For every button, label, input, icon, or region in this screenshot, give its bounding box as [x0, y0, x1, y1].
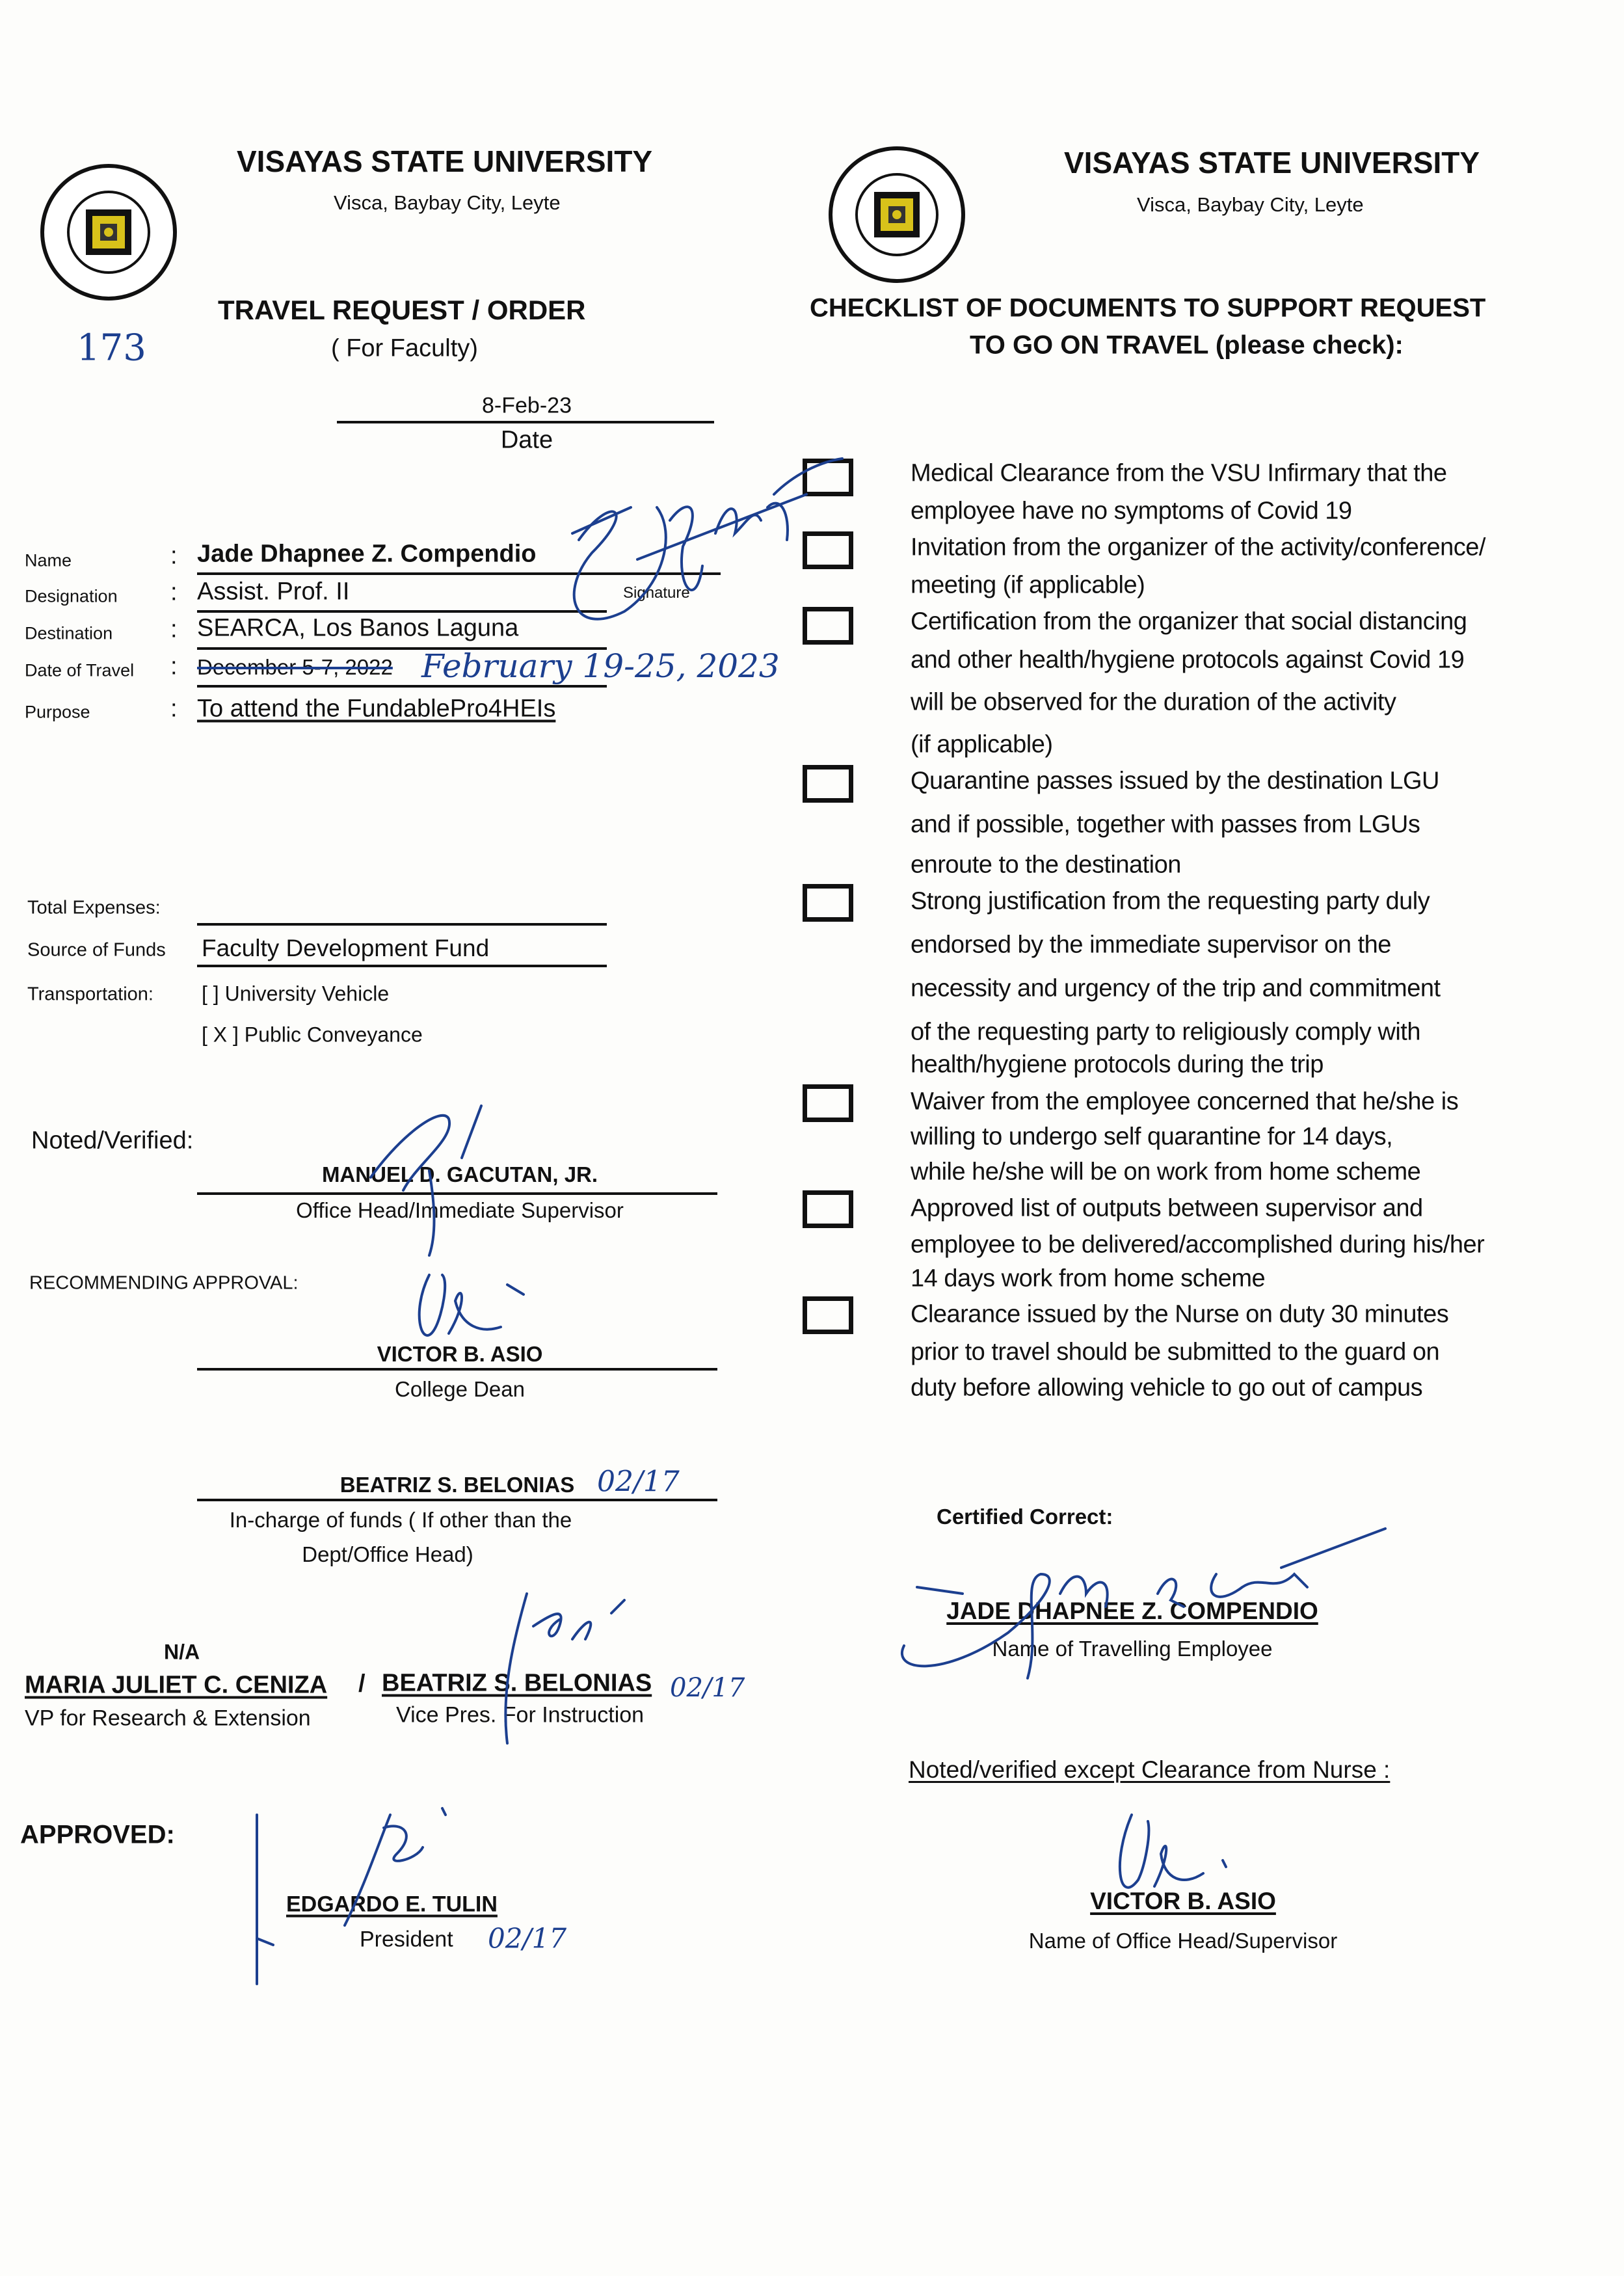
field-label: Purpose — [25, 702, 90, 722]
president-signature — [247, 1808, 481, 1977]
employee-signature — [878, 1516, 1385, 1711]
checklist-item-text: enroute to the destination — [911, 851, 1181, 879]
university-name: VISAYAS STATE UNIVERSITY — [237, 144, 653, 178]
university-address: Visca, Baybay City, Leyte — [334, 191, 561, 214]
noted-signature — [364, 1093, 494, 1255]
field-value: To attend the FundablePro4HEIs — [197, 695, 556, 723]
recommending-line — [197, 1368, 717, 1371]
checklist-item-text: employee to be delivered/accomplished during his/her — [911, 1231, 1485, 1259]
checklist-item-text: Quarantine passes issued by the destination LGU — [911, 767, 1440, 795]
field-label: Destination — [25, 623, 113, 643]
field-value: Jade Dhapnee Z. Compendio — [197, 540, 537, 568]
total-expenses-line — [197, 923, 607, 926]
noted-title: Office Head/Immediate Supervisor — [296, 1198, 624, 1222]
supervisor-signature — [1106, 1802, 1255, 1912]
recommending-title: College Dean — [395, 1377, 525, 1401]
checklist-item-text: Approved list of outputs between supervisor and — [911, 1194, 1423, 1222]
field-value: Assist. Prof. II — [197, 578, 350, 606]
form-title: TRAVEL REQUEST / ORDER — [218, 295, 586, 325]
checklist-item-text: 14 days work from home scheme — [911, 1265, 1266, 1292]
checklist-item-text: prior to travel should be submitted to the guard on — [911, 1338, 1440, 1366]
checklist-item-text: Medical Clearance from the VSU Infirmary that the — [911, 459, 1447, 487]
form-subtitle: ( For Faculty) — [331, 334, 478, 362]
checklist-item-text: of the requesting party to religiously comply with — [911, 1018, 1420, 1046]
field-value-struck: December 5-7, 2022 — [197, 655, 393, 679]
checklist-title-2: TO GO ON TRAVEL (please check): — [970, 330, 1404, 360]
funds-title-2: Dept/Office Head) — [302, 1542, 473, 1566]
certified-label: Certified Correct: — [937, 1505, 1113, 1529]
president-title: President — [360, 1927, 453, 1952]
checklist-item-text: while he/she will be on work from home scheme — [911, 1158, 1421, 1186]
checklist-checkbox[interactable] — [803, 1296, 853, 1334]
source-of-funds-label: Source of Funds — [27, 939, 166, 961]
vp-signature — [475, 1587, 670, 1750]
vp-research-title: VP for Research & Extension — [25, 1706, 311, 1731]
checklist-item-text: Waiver from the employee concerned that he/she is — [911, 1088, 1459, 1116]
recommending-signature — [410, 1262, 540, 1359]
total-expenses-label: Total Expenses: — [27, 897, 161, 918]
field-label: Designation — [25, 586, 118, 606]
vp-instruction-date-handwritten: 02/17 — [670, 1673, 745, 1703]
transportation-label: Transportation: — [27, 984, 153, 1005]
noted-name: MANUEL D. GACUTAN, JR. — [321, 1162, 598, 1186]
option-label: Public Conveyance — [244, 1023, 423, 1047]
checklist-title-1: CHECKLIST OF DOCUMENTS TO SUPPORT REQUEST — [810, 293, 1486, 323]
checklist-item-text: Certification from the organizer that social distancing — [911, 608, 1467, 636]
checklist-item-text: (if applicable) — [911, 730, 1053, 758]
option-label: University Vehicle — [224, 982, 390, 1006]
funds-name: BEATRIZ S. BELONIAS — [339, 1473, 575, 1497]
checklist-checkbox[interactable] — [803, 607, 853, 645]
checklist-item-text: will be observed for the duration of the activity — [911, 688, 1396, 716]
handwritten-date-correction: February 19-25, 2023 — [421, 647, 780, 685]
university-name-right: VISAYAS STATE UNIVERSITY — [1064, 146, 1480, 180]
checklist-checkbox[interactable] — [803, 531, 853, 569]
vp-instruction-title: Vice Pres. For Instruction — [396, 1702, 645, 1728]
control-number: 173 — [77, 327, 146, 369]
checklist-item-text: endorsed by the immediate supervisor on the — [911, 931, 1391, 959]
field-label: Date of Travel — [25, 660, 135, 680]
checklist-item-text: willing to undergo self quarantine for 14 days, — [911, 1123, 1393, 1151]
field-label: Name — [25, 550, 72, 570]
checklist-checkbox[interactable] — [803, 1190, 853, 1228]
employee-title: Name of Travelling Employee — [992, 1637, 1273, 1661]
funds-title-1: In-charge of funds ( If other than the — [229, 1508, 572, 1532]
vp-research-name: MARIA JULIET C. CENIZA — [25, 1671, 328, 1699]
vp-instruction-name: BEATRIZ S. BELONIAS — [382, 1669, 652, 1697]
checklist-item-text: duty before allowing vehicle to go out of campus — [911, 1374, 1423, 1402]
funds-date-handwritten: 02/17 — [597, 1465, 680, 1499]
source-of-funds-line — [197, 965, 607, 967]
date-value: 8-Feb-23 — [482, 393, 572, 418]
president-name: EDGARDO E. TULIN — [286, 1892, 498, 1917]
employee-name: JADE DHAPNEE Z. COMPENDIO — [946, 1598, 1318, 1624]
checklist-item-text: and if possible, together with passes from LGUs — [911, 810, 1420, 838]
checklist-item-text: meeting (if applicable) — [911, 571, 1145, 599]
university-seal-left — [39, 163, 178, 302]
university-seal-right — [827, 145, 966, 284]
funds-line — [197, 1499, 717, 1501]
date-label: Date — [500, 426, 553, 454]
transport-option-public-conveyance[interactable] — [202, 1023, 423, 1047]
applicant-signature — [533, 468, 806, 637]
checkbox-mark: [ X ] — [202, 1023, 239, 1047]
supervisor-name: VICTOR B. ASIO — [1090, 1888, 1276, 1914]
field-line — [197, 685, 607, 688]
checklist-item-text: health/hygiene protocols during the trip — [911, 1051, 1324, 1078]
recommending-name: VICTOR B. ASIO — [377, 1342, 543, 1366]
source-of-funds-value: Faculty Development Fund — [202, 935, 490, 961]
university-address-right: Visca, Baybay City, Leyte — [1137, 193, 1364, 216]
checklist-item-text: employee have no symptoms of Covid 19 — [911, 497, 1352, 525]
vp-separator: / — [358, 1670, 366, 1698]
checklist-item-text: necessity and urgency of the trip and commitment — [911, 974, 1441, 1002]
transport-option-university-vehicle[interactable] — [202, 982, 389, 1006]
checklist-pen-stroke — [767, 455, 845, 494]
vp-na: N/A — [164, 1640, 200, 1664]
supervisor-title: Name of Office Head/Supervisor — [1028, 1929, 1338, 1953]
approved-label: APPROVED: — [20, 1820, 175, 1849]
field-value: SEARCA, Los Banos Laguna — [197, 614, 519, 642]
checklist-checkbox[interactable] — [803, 884, 853, 922]
checklist-item-text: and other health/hygiene protocols against Covid 19 — [911, 646, 1465, 674]
date-line — [337, 421, 714, 423]
checklist-checkbox[interactable] — [803, 765, 853, 803]
president-date-handwritten: 02/17 — [488, 1922, 567, 1955]
noted-except-label: Noted/verified except Clearance from Nurse : — [909, 1756, 1391, 1783]
signature-label: Signature — [623, 584, 690, 602]
noted-label: Noted/Verified: — [31, 1127, 194, 1155]
checkbox-mark: [ ] — [202, 982, 219, 1006]
checklist-item-text: Strong justification from the requesting party duly — [911, 887, 1430, 915]
checklist-item-text: Clearance issued by the Nurse on duty 30 minutes — [911, 1300, 1449, 1328]
checklist-item-text: Invitation from the organizer of the activity/conference/ — [911, 533, 1485, 561]
recommending-label: RECOMMENDING APPROVAL: — [29, 1272, 299, 1294]
checklist-checkbox[interactable] — [803, 1084, 853, 1122]
